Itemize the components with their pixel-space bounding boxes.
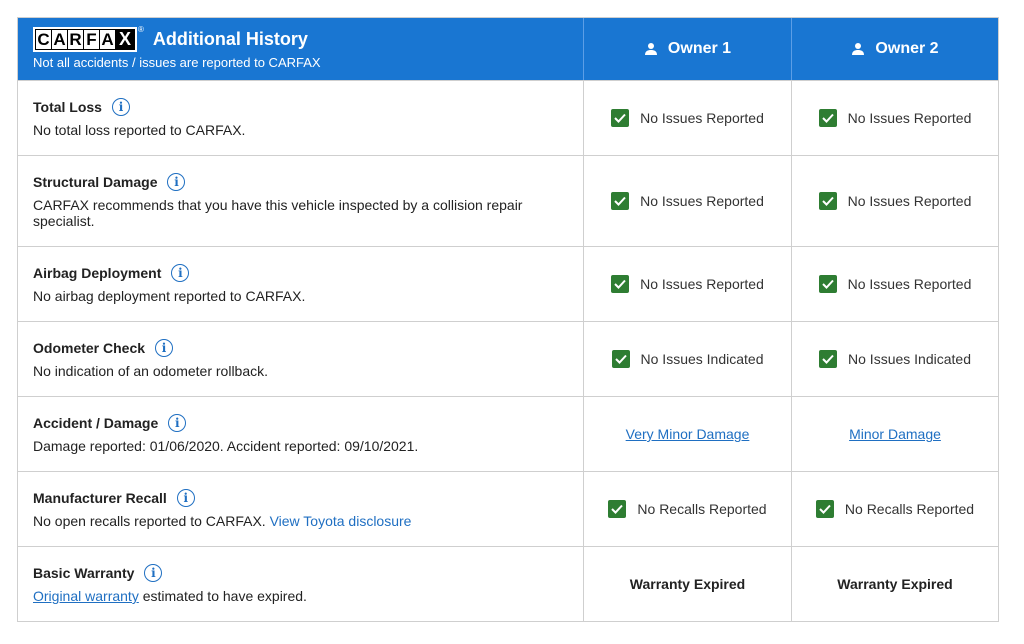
row-title: Accident / Damage	[33, 415, 159, 431]
person-icon	[644, 42, 658, 56]
table-row	[18, 546, 998, 621]
checkmark-icon	[819, 109, 837, 127]
table-row	[18, 246, 998, 321]
checkmark-icon	[819, 275, 837, 293]
table-row	[18, 471, 998, 546]
table-row	[18, 80, 998, 155]
original-warranty-link[interactable]: Original warranty	[33, 588, 139, 604]
row-description: No total loss reported to CARFAX.	[33, 122, 246, 138]
owner2-header	[791, 18, 998, 80]
row-description: No airbag deployment reported to CARFAX.	[33, 288, 306, 304]
owner2-status: No Recalls Reported	[844, 501, 975, 517]
additional-history-table	[17, 17, 999, 622]
section-subtitle: Not all accidents / issues are reported to CARFAX	[33, 55, 321, 70]
row-description	[33, 588, 568, 604]
checkmark-icon	[611, 192, 629, 210]
carfax-logo: C A R F A X	[33, 27, 137, 52]
checkmark-icon	[611, 275, 629, 293]
owner2-status: No Issues Reported	[847, 276, 972, 292]
owner1-status: No Issues Reported	[640, 276, 764, 292]
owner1-status: No Issues Indicated	[640, 351, 764, 367]
table-row	[18, 396, 998, 471]
owner1-status: No Issues Reported	[640, 110, 764, 126]
checkmark-icon	[608, 500, 626, 518]
table-row	[18, 155, 998, 246]
owner1-status: No Issues Reported	[640, 193, 764, 209]
owner1-status: No Recalls Reported	[637, 501, 767, 517]
owner2-status: No Issues Indicated	[848, 351, 971, 367]
row-title: Structural Damage	[33, 174, 158, 190]
checkmark-icon	[816, 500, 834, 518]
owner2-status: No Issues Reported	[847, 110, 972, 126]
info-icon[interactable]: i	[177, 489, 195, 507]
toyota-disclosure-link[interactable]: View Toyota disclosure	[269, 513, 412, 529]
row-description: Damage reported: 01/06/2020. Accident reported: 09/10/2021.	[33, 438, 419, 454]
row-title: Manufacturer Recall	[33, 490, 167, 506]
owner2-status: No Issues Reported	[847, 193, 972, 209]
checkmark-icon	[819, 192, 837, 210]
info-icon[interactable]: i	[155, 339, 173, 357]
checkmark-icon	[612, 350, 630, 368]
section-title: Additional History	[152, 29, 308, 49]
registered-mark: ®	[138, 25, 144, 34]
info-icon[interactable]: i	[167, 173, 185, 191]
row-description: No indication of an odometer rollback.	[33, 363, 269, 379]
owner1-status: Warranty Expired	[629, 576, 746, 592]
owner2-damage-link[interactable]: Minor Damage	[849, 426, 941, 442]
table-header	[18, 18, 998, 80]
owner1-damage-link[interactable]: Very Minor Damage	[625, 426, 750, 442]
owner2-label: Owner 2	[875, 40, 939, 57]
header-brand-cell	[18, 18, 583, 80]
checkmark-icon	[819, 350, 837, 368]
info-icon[interactable]: i	[144, 564, 162, 582]
row-title: Odometer Check	[33, 340, 146, 356]
owner1-header	[583, 18, 791, 80]
row-title: Total Loss	[33, 99, 102, 115]
row-description	[33, 513, 568, 529]
row-title: Airbag Deployment	[33, 265, 162, 281]
info-icon[interactable]: i	[112, 98, 130, 116]
info-icon[interactable]: i	[171, 264, 189, 282]
owner1-label: Owner 1	[667, 40, 732, 57]
person-icon	[851, 42, 865, 56]
row-description: CARFAX recommends that you have this vehicle inspected by a collision repair specialist.	[33, 197, 523, 229]
info-icon[interactable]: i	[168, 414, 186, 432]
recall-text: No open recalls reported to CARFAX.	[33, 513, 266, 529]
checkmark-icon	[611, 109, 629, 127]
warranty-text: estimated to have expired.	[138, 588, 307, 604]
row-title: Basic Warranty	[33, 565, 135, 581]
owner2-status: Warranty Expired	[837, 576, 953, 592]
table-row	[18, 321, 998, 396]
